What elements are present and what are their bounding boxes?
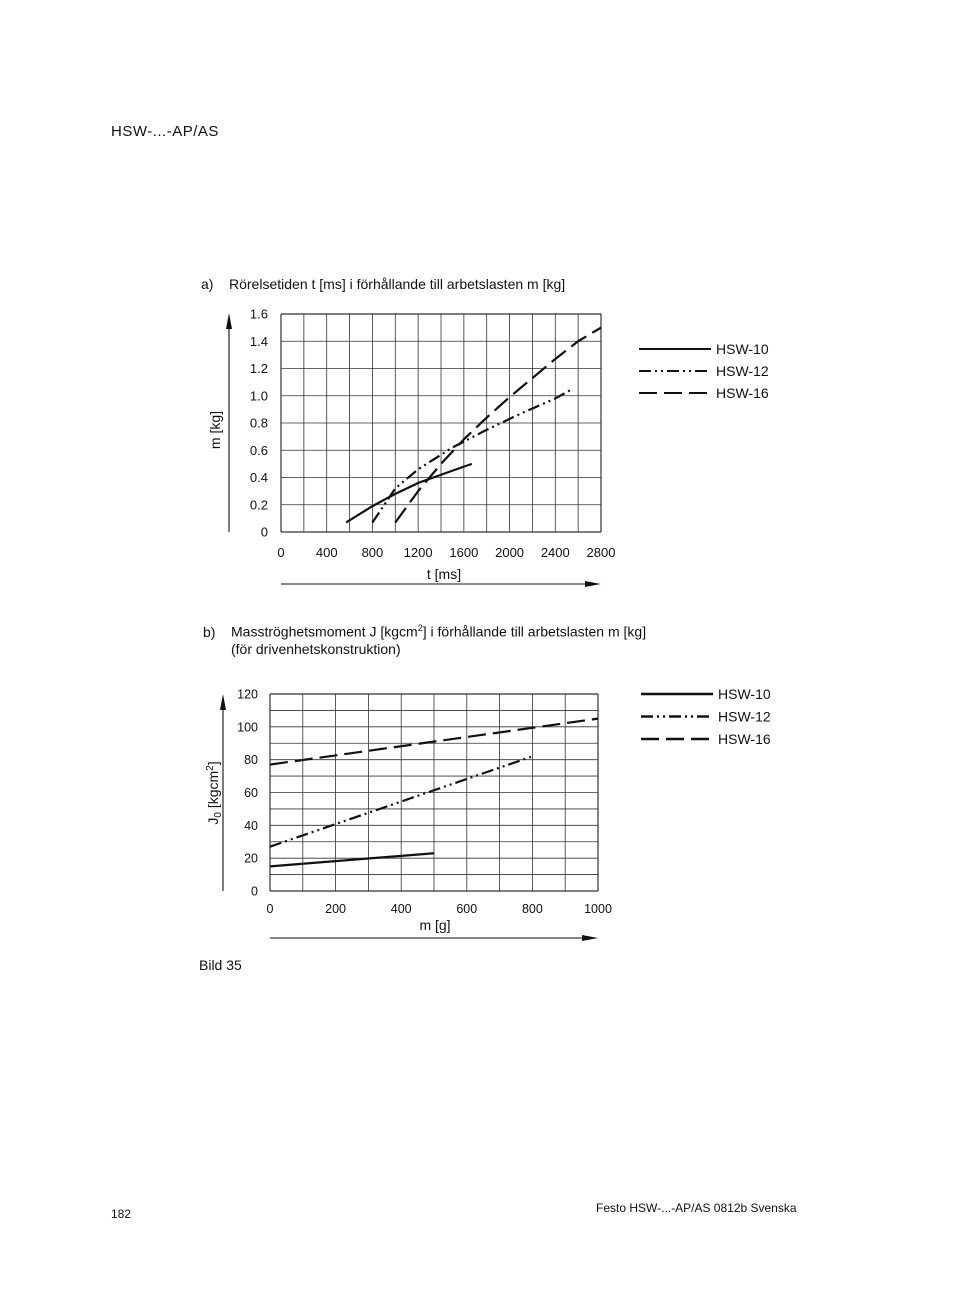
caption-a-text: Rörelsetiden t [ms] i förhållande till arbetslasten m [kg] (229, 276, 566, 292)
x-tick-label: 600 (456, 902, 478, 916)
x-tick-label: 2800 (586, 545, 616, 560)
y-tick-label: 0.6 (249, 442, 268, 458)
x-axis-label: t [ms] (426, 566, 462, 582)
legend-label: HSW-16 (718, 731, 771, 747)
x-tick-label: 400 (390, 902, 412, 916)
caption-b (203, 623, 646, 640)
y-axis-label-main: J (205, 817, 221, 825)
y-axis-arrowhead (226, 313, 232, 329)
legend-label: HSW-10 (716, 341, 769, 357)
y-tick-label: 0.2 (249, 497, 268, 513)
x-tick-label: 2000 (495, 545, 525, 560)
caption-b-text-post: ] i förhållande till arbetslasten m [kg] (422, 623, 647, 640)
y-tick-label: 80 (244, 753, 258, 768)
y-tick-label: 1.6 (249, 306, 268, 322)
series-line-hsw-12 (372, 389, 572, 523)
y-tick-label: 1.2 (249, 361, 268, 376)
y-tick-label: 1.4 (249, 333, 268, 349)
y-axis-label (205, 761, 224, 824)
y-axis-label-sup: 2 (205, 765, 216, 771)
x-tick-label: 800 (361, 545, 384, 560)
series-line-hsw-10 (270, 853, 434, 866)
x-tick-label: 800 (521, 902, 543, 916)
page-header: HSW-...-AP/AS (111, 123, 219, 140)
legend-label: HSW-12 (716, 363, 769, 379)
x-tick-label: 0 (277, 545, 285, 560)
caption-b-line2: (för drivenhetskonstruktion) (231, 641, 401, 657)
chart-a (207, 307, 769, 588)
y-axis-label-unit: [kgcm (205, 770, 221, 813)
x-tick-label: 1600 (449, 545, 479, 560)
x-tick-label: 400 (315, 545, 338, 560)
y-axis-label-sub: 0 (213, 812, 224, 818)
x-axis-arrowhead (582, 935, 598, 941)
y-tick-label: 40 (244, 818, 258, 833)
y-tick-label: 0.4 (249, 470, 268, 485)
legend-label: HSW-12 (718, 708, 771, 725)
y-tick-label: 100 (237, 720, 258, 735)
caption-b-sup: 2 (417, 623, 423, 633)
x-tick-label: 0 (266, 902, 274, 916)
page-number: 182 (111, 1207, 132, 1221)
y-tick-label: 60 (244, 786, 258, 800)
y-tick-label: 120 (237, 687, 258, 702)
y-tick-label: 0 (251, 884, 258, 899)
x-tick-label: 200 (325, 902, 347, 916)
y-axis-label-close: ] (205, 761, 221, 766)
y-tick-label: 0.8 (249, 415, 268, 431)
figure-label: Bild 35 (199, 957, 242, 973)
caption-b-label: b) (203, 623, 216, 640)
chart-b (205, 686, 771, 941)
x-axis-label: m [g] (419, 917, 451, 933)
legend-label: HSW-16 (716, 385, 769, 401)
legend-label: HSW-10 (718, 686, 771, 702)
x-tick-label: 1000 (584, 902, 612, 916)
y-axis-label: m [kg] (207, 410, 223, 450)
series-line-hsw-10 (346, 464, 472, 523)
caption-a-label: a) (201, 276, 214, 292)
footer-text: Festo HSW-...-AP/AS 0812b Svenska (596, 1201, 797, 1215)
x-tick-label: 2400 (540, 545, 570, 560)
caption-b-text-pre: Masströghetsmoment J [kgcm (231, 623, 418, 640)
y-tick-label: 0 (260, 524, 268, 540)
y-axis-arrowhead (220, 694, 226, 710)
x-tick-label: 1200 (403, 545, 433, 560)
y-tick-label: 1.0 (249, 388, 268, 404)
y-tick-label: 20 (244, 851, 258, 866)
x-axis-arrowhead (585, 581, 601, 587)
